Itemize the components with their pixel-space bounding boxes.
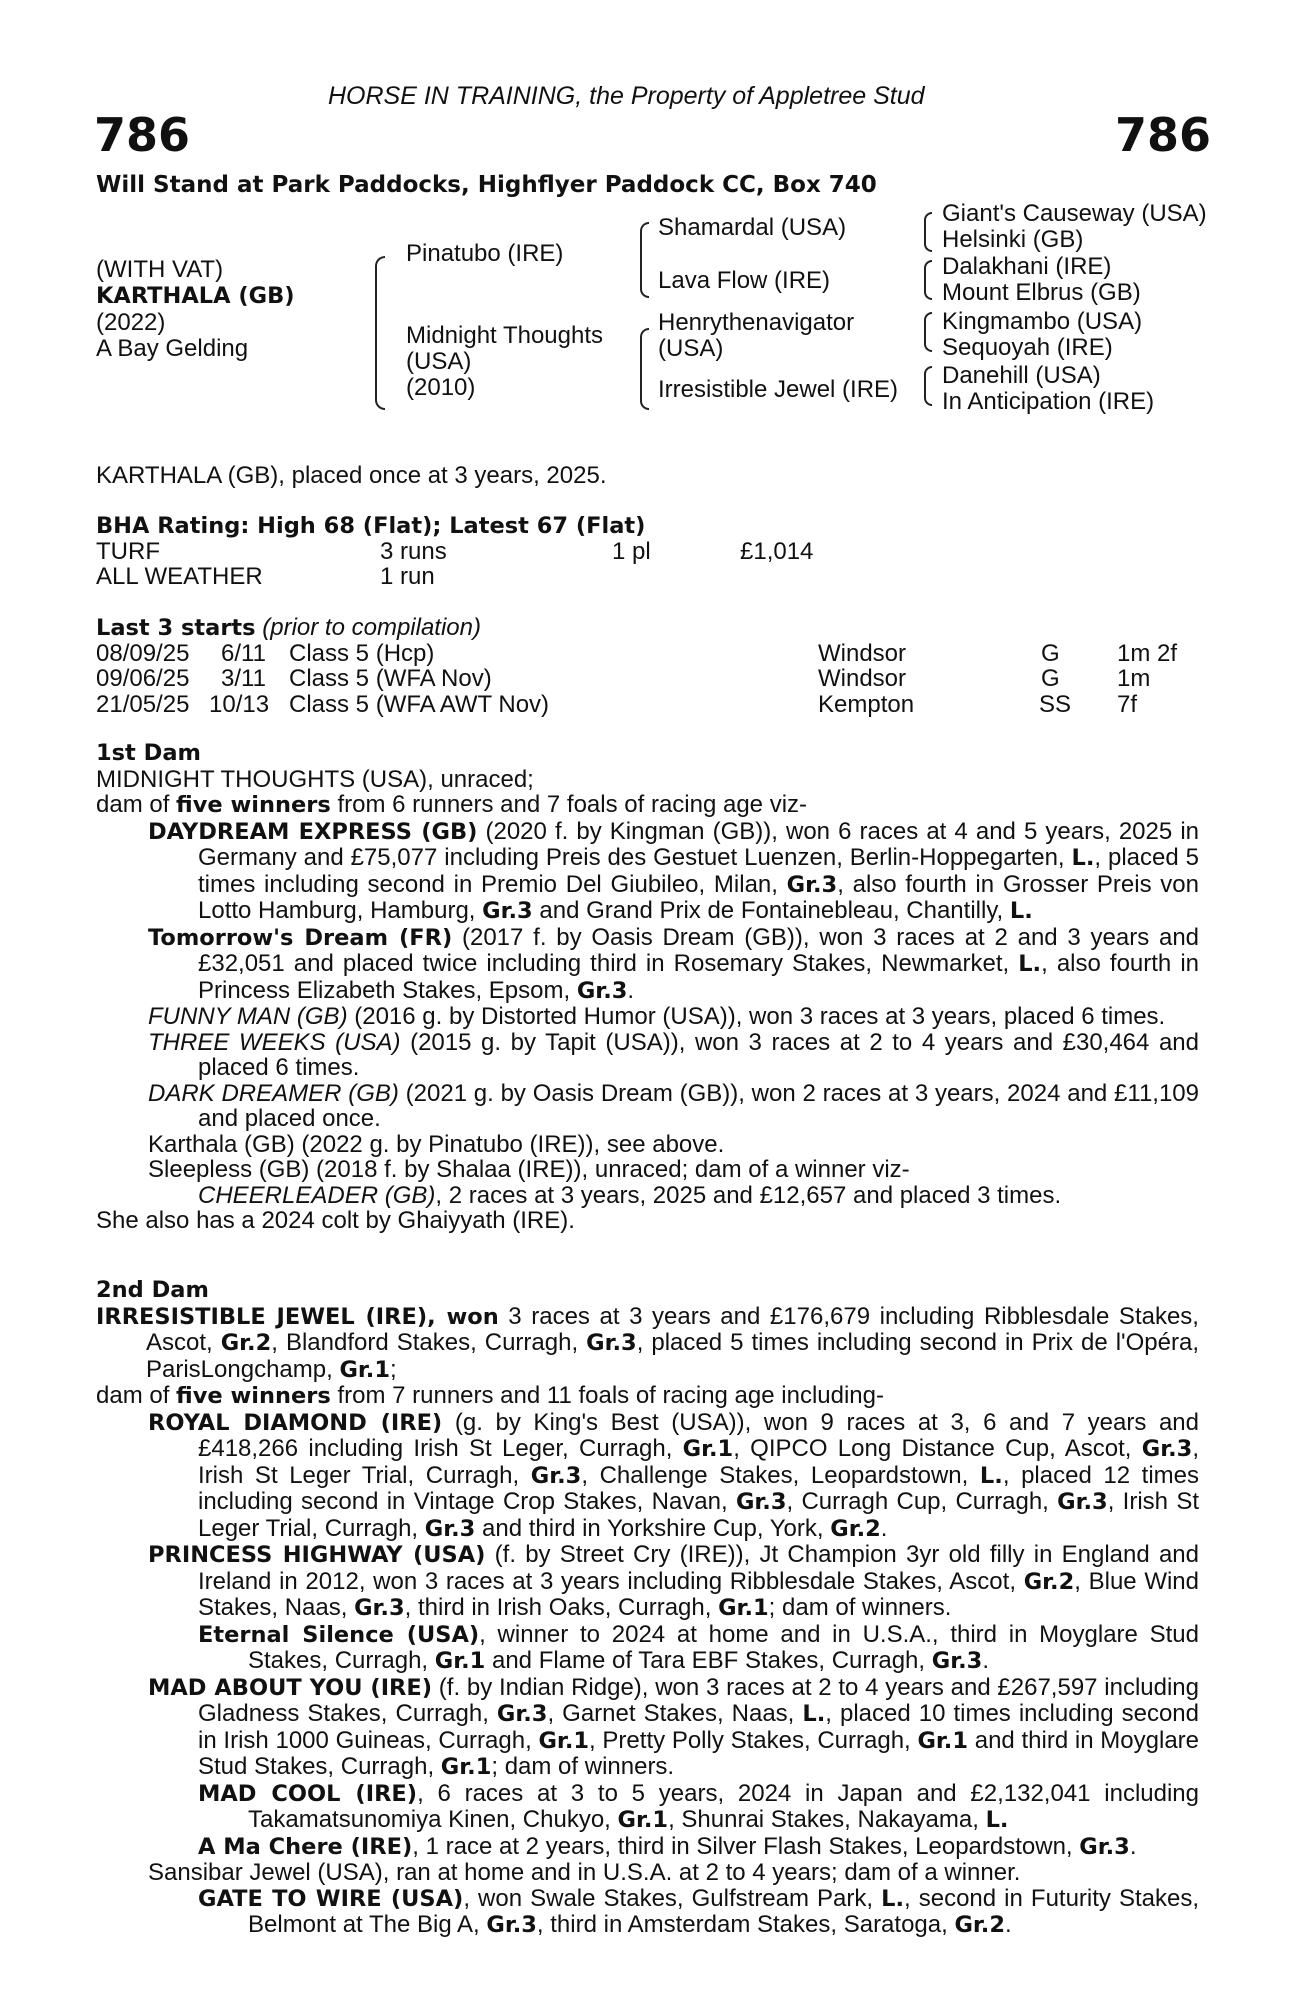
horse-name: KARTHALA (GB) xyxy=(96,283,295,309)
start-3-course: Kempton xyxy=(818,691,915,718)
produce-royal-diamond xyxy=(148,1410,1199,1543)
rating-aw-runs: 1 run xyxy=(380,563,435,590)
text: , Pretty Polly Stakes, Curragh, xyxy=(589,1726,918,1754)
grade: Gr.1 xyxy=(434,1648,486,1674)
first-dam-note: She also has a 2024 colt by Ghaiyyath (IRE). xyxy=(96,1207,575,1234)
text: , winner to 2024 at home and in U.S.A., third in Moyglare Stud Stakes, Curragh, xyxy=(248,1620,1199,1674)
grade: L. xyxy=(1009,898,1033,924)
grade: Gr.3 xyxy=(486,1912,537,1938)
second-dam-produce-line xyxy=(96,1383,1199,1410)
text: , Blue Wind Stakes, Naas, xyxy=(198,1567,1199,1621)
grade: Gr.3 xyxy=(354,1595,405,1621)
start-3-going: SS xyxy=(1039,691,1072,718)
start-1-distance: 1m 2f xyxy=(1117,640,1178,667)
rating-turf-earnings: £1,014 xyxy=(740,538,814,565)
pedigree-brace-main xyxy=(375,256,385,410)
text: . xyxy=(982,1647,989,1674)
produce-princess-highway xyxy=(148,1542,1199,1622)
text: from 7 runners and 11 foals of racing age including- xyxy=(330,1382,884,1409)
produce-daydream-express xyxy=(148,819,1199,925)
produce-sansibar-jewel: Sansibar Jewel (USA), ran at home and in U.S.A. at 2 to 4 years; dam of a winner. xyxy=(148,1859,1021,1886)
pedigree-brace-ggs2 xyxy=(924,260,932,300)
first-dam-produce-line xyxy=(96,792,1199,819)
five-winners-emphasis: five winners xyxy=(176,792,331,818)
pedigree-brace-dam xyxy=(640,328,649,410)
dam-name-line1: Midnight Thoughts xyxy=(406,322,604,349)
start-2-position: 3/11 xyxy=(221,665,266,692)
produce-cheerleader xyxy=(198,1183,1199,1209)
start-3-date: 21/05/25 xyxy=(96,691,190,718)
text: . xyxy=(880,1514,888,1542)
pedigree-brace-ggs3 xyxy=(924,312,932,352)
text: and Flame of Tara EBF Stakes, Curragh, xyxy=(485,1647,932,1674)
start-2-going: G xyxy=(1041,665,1060,692)
stand-location: Will Stand at Park Paddocks, Highflyer Paddock CC, Box 740 xyxy=(96,172,877,198)
dam-sire-name-line2: (USA) xyxy=(658,335,724,362)
grade: Gr.3 xyxy=(424,1515,476,1542)
horse-description: A Bay Gelding xyxy=(96,335,249,362)
horse-a-ma-chere: A Ma Chere (IRE) xyxy=(198,1833,413,1860)
horse-year: (2022) xyxy=(96,309,166,336)
horse-funny-man: FUNNY MAN (GB) xyxy=(148,1003,348,1030)
first-dam-intro: MIDNIGHT THOUGHTS (USA), unraced; xyxy=(96,765,534,793)
horse-eternal-silence: Eternal Silence (USA) xyxy=(198,1621,480,1648)
grade: L. xyxy=(985,1807,1009,1833)
grade: L. xyxy=(881,1885,905,1912)
text: ; dam of winners. xyxy=(491,1753,675,1780)
produce-gate-to-wire xyxy=(198,1886,1199,1939)
text: (2020 f. by Kingman (GB)), won 6 races at 4 and 5 years, 2025 in Germany and £75,077 including Preis des Gestuet Luenzen, Berlin-Hoppegarten, xyxy=(198,817,1199,871)
horse-three-weeks: THREE WEEKS (USA) xyxy=(148,1028,401,1056)
text: , Blandford Stakes, Curragh, xyxy=(271,1329,587,1356)
produce-mad-about-you xyxy=(148,1675,1199,1781)
second-dam-heading: 2nd Dam xyxy=(96,1277,209,1303)
pedigree-ggs-8: In Anticipation (IRE) xyxy=(942,388,1155,415)
sire-sire-name: Shamardal (USA) xyxy=(658,214,847,241)
text: , Garnet Stakes, Naas, xyxy=(547,1700,803,1727)
grade: Gr.1 xyxy=(440,1754,492,1780)
start-1-position: 6/11 xyxy=(221,640,266,667)
rating-turf-surface: TURF xyxy=(96,538,160,565)
text: 3 races at 3 years and £176,679 including Ribblesdale Stakes, Ascot, xyxy=(146,1302,1199,1356)
grade: Gr.3 xyxy=(1057,1489,1108,1515)
text: and third in Yorkshire Cup, York, xyxy=(475,1514,831,1542)
last-starts-heading-row xyxy=(96,615,481,642)
grade: L. xyxy=(979,1462,1003,1489)
horse-mad-cool: MAD COOL (IRE) xyxy=(198,1780,418,1807)
produce-karthala: Karthala (GB) (2022 g. by Pinatubo (IRE)), see above. xyxy=(148,1130,725,1158)
last-starts-note: (prior to compilation) xyxy=(262,614,481,641)
text: . xyxy=(1005,1911,1012,1938)
start-2-date: 09/06/25 xyxy=(96,665,190,692)
grade: Gr.3 xyxy=(1141,1436,1193,1462)
grade: Gr.1 xyxy=(917,1727,968,1754)
pedigree-brace-sire xyxy=(640,222,649,298)
text: ; dam of winners. xyxy=(768,1594,952,1621)
page-header-title: HORSE IN TRAINING, the Property of Appletree Stud xyxy=(328,82,925,110)
text: (f. by Indian Ridge), won 3 races at 2 to 4 years and £267,597 including Gladness Stakes, Curragh, xyxy=(198,1673,1200,1727)
text: (f. by Street Cry (IRE)), Jt Champion 3yr old filly in England and Ireland in 2012, won 3 races at 3 years including Ribblesdale Stakes, Ascot, xyxy=(198,1541,1199,1595)
grade: Gr.3 xyxy=(786,871,838,898)
second-dam-intro xyxy=(96,1304,1199,1384)
grade: Gr.1 xyxy=(682,1436,734,1462)
produce-three-weeks xyxy=(148,1030,1199,1081)
text: and third in Moyglare Stud Stakes, Curragh, xyxy=(198,1726,1200,1780)
grade: Gr.3 xyxy=(1079,1833,1130,1860)
sire-name: Pinatubo (IRE) xyxy=(406,240,564,267)
start-2-race: Class 5 (WFA Nov) xyxy=(289,665,492,692)
text: , second in Futurity Stakes, Belmont at The Big A, xyxy=(248,1884,1200,1938)
produce-tomorrows-dream xyxy=(148,925,1199,1005)
start-3-race: Class 5 (WFA AWT Nov) xyxy=(289,691,550,718)
pedigree-ggs-3: Dalakhani (IRE) xyxy=(942,253,1112,280)
horse-tomorrows-dream: Tomorrow's Dream (FR) xyxy=(148,924,453,951)
grade: Gr.2 xyxy=(830,1515,881,1542)
pedigree-ggs-4: Mount Elbrus (GB) xyxy=(942,279,1141,306)
grade: Gr.1 xyxy=(339,1356,391,1383)
grade: Gr.1 xyxy=(538,1727,590,1754)
pedigree-ggs-7: Danehill (USA) xyxy=(942,362,1101,389)
start-3-distance: 7f xyxy=(1117,691,1138,718)
horse-summary: KARTHALA (GB), placed once at 3 years, 2025. xyxy=(96,462,607,489)
grade: Gr.3 xyxy=(931,1648,983,1674)
horse-royal-diamond: ROYAL DIAMOND (IRE) xyxy=(148,1409,443,1436)
grade: Gr.2 xyxy=(220,1330,272,1356)
grade: Gr.2 xyxy=(1023,1568,1075,1595)
grade: Gr.3 xyxy=(482,898,533,924)
text: , won xyxy=(427,1303,499,1330)
start-3-position: 10/13 xyxy=(209,691,270,718)
text: (g. by King's Best (USA)), won 9 races at 3, 6 and 7 years and £418,266 including Irish St Leger, Curragh, xyxy=(198,1408,1200,1462)
text: , placed 5 times including second in Prix de l'Opéra, ParisLongchamp, xyxy=(146,1329,1199,1383)
pedigree-brace-ggs4 xyxy=(924,366,932,406)
text: (2016 g. by Distorted Humor (USA)), won 3 races at 3 years, placed 6 times. xyxy=(347,1003,1166,1030)
grade: Gr.1 xyxy=(617,1807,669,1833)
text: (2015 g. by Tapit (USA)), won 3 races at 2 to 4 years and £30,464 and placed 6 times. xyxy=(198,1028,1199,1081)
text: , won Swale Stakes, Gulfstream Park, xyxy=(463,1884,882,1912)
text: from 6 runners and 7 foals of racing age viz- xyxy=(330,791,808,818)
lot-number-left: 786 xyxy=(94,108,191,162)
text: , third in Irish Oaks, Curragh, xyxy=(404,1594,719,1621)
dam-sire-name-line1: Henrythenavigator xyxy=(658,309,855,336)
start-1-going: G xyxy=(1041,640,1060,667)
start-1-course: Windsor xyxy=(818,640,907,667)
last-starts-heading: Last 3 starts xyxy=(96,615,256,641)
text: (2021 g. by Oasis Dream (GB)), won 2 races at 3 years, 2024 and £11,109 and placed once. xyxy=(198,1079,1199,1132)
horse-princess-highway: PRINCESS HIGHWAY (USA) xyxy=(148,1542,486,1568)
text: , placed 12 times including second in Vintage Crop Stakes, Navan, xyxy=(198,1461,1200,1515)
vat-note: (WITH VAT) xyxy=(96,256,224,283)
horse-cheerleader: CHEERLEADER (GB) xyxy=(198,1181,436,1209)
start-1-race: Class 5 (Hcp) xyxy=(289,640,435,667)
grade: Gr.3 xyxy=(530,1462,582,1489)
first-dam-section xyxy=(0,741,1315,1234)
text: , also fourth in Princess Elizabeth Stakes, Epsom, xyxy=(198,950,1200,1004)
produce-mad-cool xyxy=(198,1781,1199,1834)
start-2-course: Windsor xyxy=(818,665,907,692)
grade: Gr.3 xyxy=(496,1701,548,1727)
grade: Gr.2 xyxy=(954,1912,1006,1938)
text: . xyxy=(1129,1832,1137,1860)
produce-a-ma-chere xyxy=(198,1834,1199,1861)
text: , QIPCO Long Distance Cup, Ascot, xyxy=(733,1435,1142,1462)
pedigree-brace-ggs1 xyxy=(924,212,932,252)
text: , Irish St Leger Trial, Curragh, xyxy=(198,1488,1199,1542)
text: , placed 10 times including second in Irish 1000 Guineas, Curragh, xyxy=(198,1700,1200,1754)
rating-heading: BHA Rating: High 68 (Flat); Latest 67 (Flat) xyxy=(96,513,646,539)
dam-dam-name: Irresistible Jewel (IRE) xyxy=(658,376,899,403)
grade: L. xyxy=(1071,845,1095,871)
dam-name-line3: (2010) xyxy=(406,374,476,401)
text: , 6 races at 3 to 5 years, 2024 in Japan and £2,132,041 including Takamatsunomiya Kinen, Chukyo, xyxy=(248,1779,1199,1833)
dam-name-line2: (USA) xyxy=(406,348,472,375)
text: , Shunrai Stakes, Nakayama, xyxy=(668,1806,986,1833)
rating-turf-placed: 1 pl xyxy=(612,538,651,565)
grade: Gr.3 xyxy=(576,977,628,1004)
sire-dam-name: Lava Flow (IRE) xyxy=(658,267,831,294)
horse-mad-about-you: MAD ABOUT YOU (IRE) xyxy=(148,1674,433,1701)
five-winners-emphasis: five winners xyxy=(176,1383,331,1409)
start-2-distance: 1m xyxy=(1117,665,1151,692)
pedigree-ggs-1: Giant's Causeway (USA) xyxy=(942,200,1207,227)
produce-sleepless: Sleepless (GB) (2018 f. by Shalaa (IRE)), unraced; dam of a winner viz- xyxy=(148,1156,910,1183)
grade: L. xyxy=(1018,951,1042,977)
text: , Irish St Leger Trial, Curragh, xyxy=(198,1435,1199,1489)
horse-dark-dreamer: DARK DREAMER (GB) xyxy=(148,1079,399,1107)
pedigree-ggs-6: Sequoyah (IRE) xyxy=(942,334,1113,361)
text: . xyxy=(627,976,635,1004)
text: dam of xyxy=(96,1382,177,1409)
rating-aw-surface: ALL WEATHER xyxy=(96,563,263,590)
produce-dark-dreamer xyxy=(148,1081,1199,1132)
pedigree-ggs-5: Kingmambo (USA) xyxy=(942,308,1143,335)
grade: Gr.3 xyxy=(586,1330,637,1356)
produce-funny-man xyxy=(148,1004,1199,1030)
lot-number-right: 786 xyxy=(1115,108,1212,162)
first-dam-heading: 1st Dam xyxy=(96,740,201,766)
text: , 1 race at 2 years, third in Silver Flash Stakes, Leopardstown, xyxy=(412,1832,1080,1860)
text: ; xyxy=(390,1355,397,1383)
start-1-date: 08/09/25 xyxy=(96,640,190,667)
text: , Challenge Stakes, Leopardstown, xyxy=(581,1461,980,1489)
text: dam of xyxy=(96,791,177,818)
pedigree-ggs-2: Helsinki (GB) xyxy=(942,226,1084,253)
horse-gate-to-wire: GATE TO WIRE (USA) xyxy=(198,1885,464,1912)
grade: Gr.3 xyxy=(735,1489,787,1515)
grade: L. xyxy=(802,1701,826,1727)
text: (2017 f. by Oasis Dream (GB)), won 3 races at 2 and 3 years and £32,051 and placed twice including third in Rosemary Stakes, Newmarket, xyxy=(198,923,1200,977)
text: , 2 races at 3 years, 2025 and £12,657 and placed 3 times. xyxy=(435,1181,1062,1209)
text: and Grand Prix de Fontainebleau, Chantilly, xyxy=(532,897,1010,924)
text: , third in Amsterdam Stakes, Saratoga, xyxy=(536,1911,955,1938)
horse-irresistible-jewel: IRRESISTIBLE JEWEL (IRE) xyxy=(96,1303,428,1330)
text: , also fourth in Grosser Preis von Lotto Hamburg, Hamburg, xyxy=(198,870,1199,924)
horse-daydream-express: DAYDREAM EXPRESS (GB) xyxy=(148,818,478,845)
text: , Curragh Cup, Curragh, xyxy=(786,1488,1058,1515)
text: , placed 5 times including second in Premio Del Giubileo, Milan, xyxy=(198,844,1199,898)
produce-eternal-silence xyxy=(198,1622,1199,1675)
second-dam-section xyxy=(0,1278,1315,1939)
rating-turf-runs: 3 runs xyxy=(380,538,447,565)
grade: Gr.1 xyxy=(718,1595,769,1621)
